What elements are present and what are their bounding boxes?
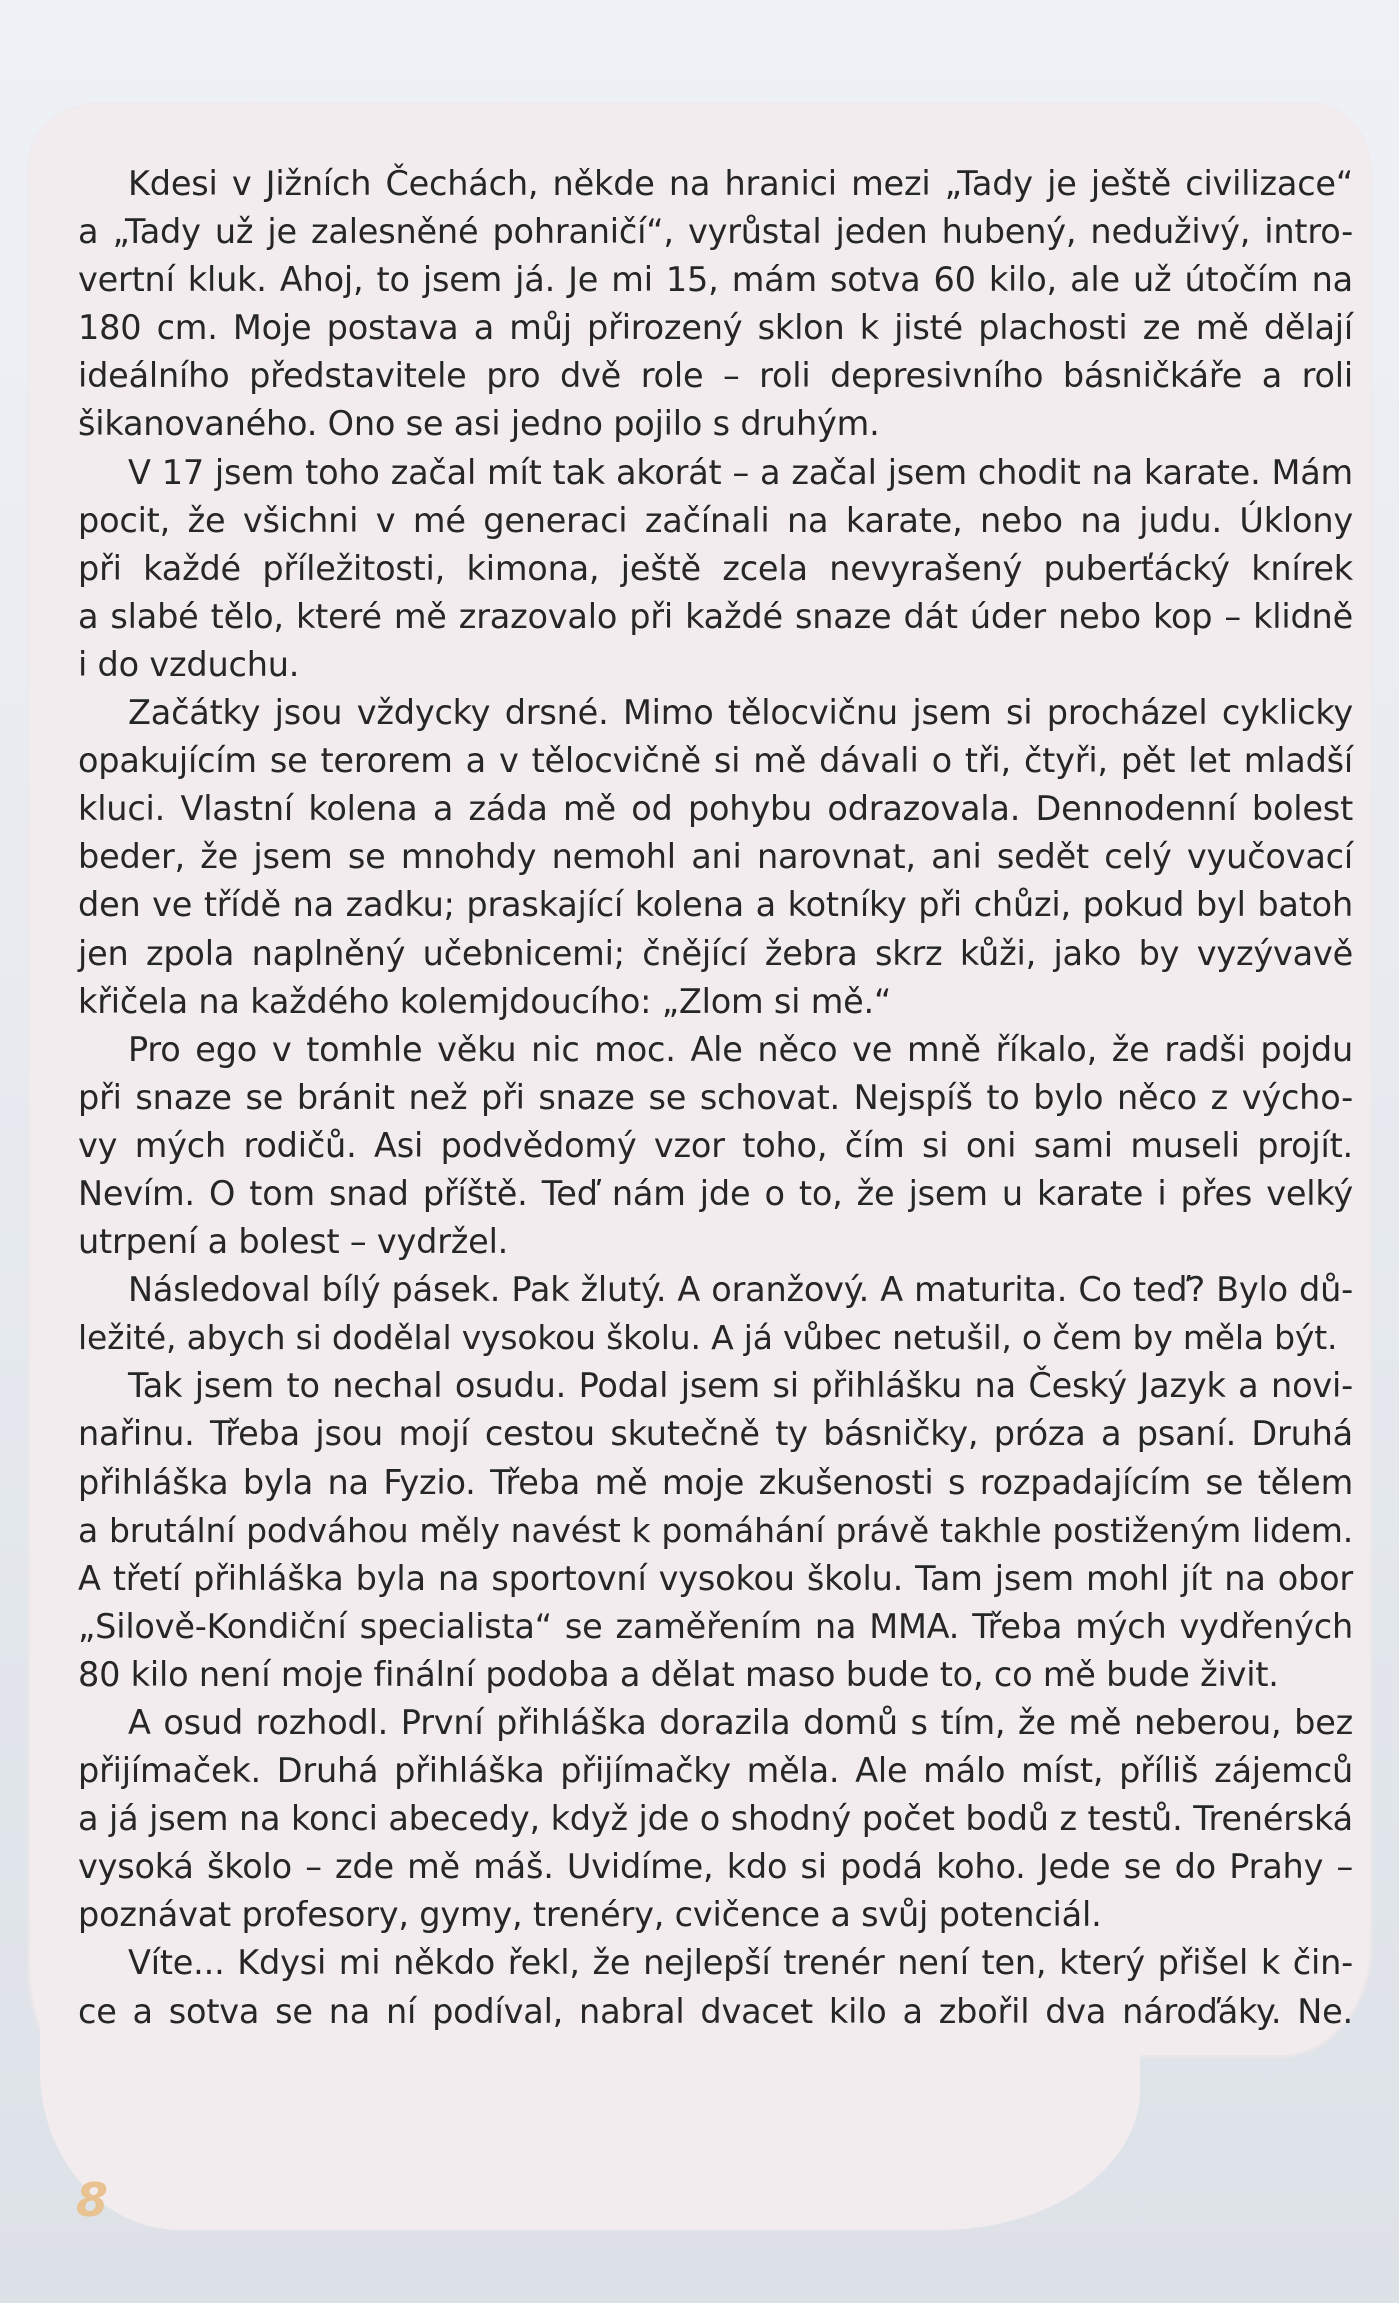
text-line: pocit, že všichni v mé generaci začínali na karate, nebo na judu. Úklony (78, 500, 1353, 540)
text-line: Následoval bílý pásek. Pak žlutý. A oranžový. A maturita. Co teď? Bylo dů- (128, 1270, 1353, 1310)
text-line: beder, že jsem se mnohdy nemohl ani narovnat, ani sedět celý vyučovací (78, 837, 1353, 877)
text-line: vy mých rodičů. Asi podvědomý vzor toho, čím si oni sami museli projít. (78, 1125, 1353, 1165)
text-line: poznávat profesory, gymy, trenéry, cvičence a svůj potenciál. (78, 1895, 1102, 1935)
text-line: V 17 jsem toho začal mít tak akorát – a začal jsem chodit na karate. Mám (128, 452, 1353, 492)
text-line: šikanovaného. Ono se asi jedno pojilo s druhým. (78, 404, 880, 444)
text-line: „Silově-Kondiční specialista“ se zaměřením na MMA. Třeba mých vydřených (78, 1606, 1353, 1646)
text-line: ležité, abych si dodělal vysokou školu. A já vůbec netušil, o čem by měla být. (78, 1318, 1338, 1358)
text-line: Kdesi v Jižních Čechách, někde na hranici mezi „Tady je ještě civilizace“ (128, 164, 1353, 203)
text-line: Víte... Kdysi mi někdo řekl, že nejlepší trenér není ten, který přišel k čin- (128, 1943, 1353, 1983)
text-line: Tak jsem to nechal osudu. Podal jsem si přihlášku na Český Jazyk a novi- (128, 1366, 1353, 1406)
text-line: křičela na každého kolemjdoucího: „Zlom si mě.“ (78, 981, 892, 1021)
text-line: vertní kluk. Ahoj, to jsem já. Je mi 15, mám sotva 60 kilo, ale už útočím na (78, 260, 1353, 300)
text-line: 80 kilo není moje finální podoba a dělat maso bude to, co mě bude živit. (78, 1654, 1279, 1694)
text-line: přijímaček. Druhá přihláška přijímačky měla. Ale málo míst, příliš zájemců (78, 1751, 1353, 1791)
text-line: Začátky jsou vždycky drsné. Mimo tělocvičnu jsem si procházel cyklicky (128, 693, 1353, 733)
text-line: A třetí přihláška byla na sportovní vysokou školu. Tam jsem mohl jít na obor (78, 1558, 1353, 1598)
text-line: Nevím. O tom snad příště. Teď nám jde o to, že jsem u karate i přes velký (78, 1173, 1353, 1213)
text-line: při snaze se bránit než při snaze se schovat. Nejspíš to bylo něco z výcho- (78, 1077, 1353, 1117)
text-line: ideálního představitele pro dvě role – roli depresivního básničkáře a roli (78, 356, 1353, 396)
text-line: opakujícím se terorem a v tělocvičně si mě dávali o tři, čtyři, pět let mladší (78, 741, 1353, 781)
text-line: kluci. Vlastní kolena a záda mě od pohybu odrazovala. Dennodenní bolest (78, 789, 1353, 829)
page-number: 8 (76, 2173, 109, 2227)
text-line: přihláška byla na Fyzio. Třeba mě moje zkušenosti s rozpadajícím se tělem (78, 1462, 1353, 1502)
text-line: i do vzduchu. (78, 644, 300, 684)
text-line: a slabé tělo, které mě zrazovalo při každé snaze dát úder nebo kop – klidně (78, 596, 1353, 636)
text-line: a brutální podváhou měly navést k pomáhání právě takhle postiženým lidem. (78, 1510, 1353, 1550)
text-line: nařinu. Třeba jsou mojí cestou skutečně ty básničky, próza a psaní. Druhá (78, 1414, 1353, 1454)
text-line: utrpení a bolest – vydržel. (78, 1222, 509, 1262)
text-line: ce a sotva se na ní podíval, nabral dvacet kilo a zbořil dva nároďáky. Ne. (78, 1991, 1353, 2031)
text-line: a „Tady už je zalesněné pohraničí“, vyrůstal jeden hubený, neduživý, intro- (78, 212, 1353, 252)
text-line: a já jsem na konci abecedy, když jde o shodný počet bodů z testů. Trenérská (78, 1799, 1353, 1839)
body-text (78, 160, 1353, 2036)
text-line: 180 cm. Moje postava a můj přirozený sklon k jisté plachosti ze mě dělají (78, 308, 1353, 348)
text-line: jen zpola naplněný učebnicemi; čnějící žebra skrz kůži, jako by vyzývavě (78, 933, 1353, 973)
text-line: den ve třídě na zadku; praskající kolena a kotníky při chůzi, pokud byl batoh (78, 885, 1353, 925)
text-line: A osud rozhodl. První přihláška dorazila domů s tím, že mě neberou, bez (128, 1703, 1353, 1742)
text-line: Pro ego v tomhle věku nic moc. Ale něco ve mně říkalo, že radši pojdu (128, 1029, 1353, 1069)
text-line: při každé příležitosti, kimona, ještě zcela nevyrašený puberťácký knírek (78, 548, 1353, 588)
text-line: vysoká školo – zde mě máš. Uvidíme, kdo si podá koho. Jede se do Prahy – (78, 1847, 1353, 1887)
